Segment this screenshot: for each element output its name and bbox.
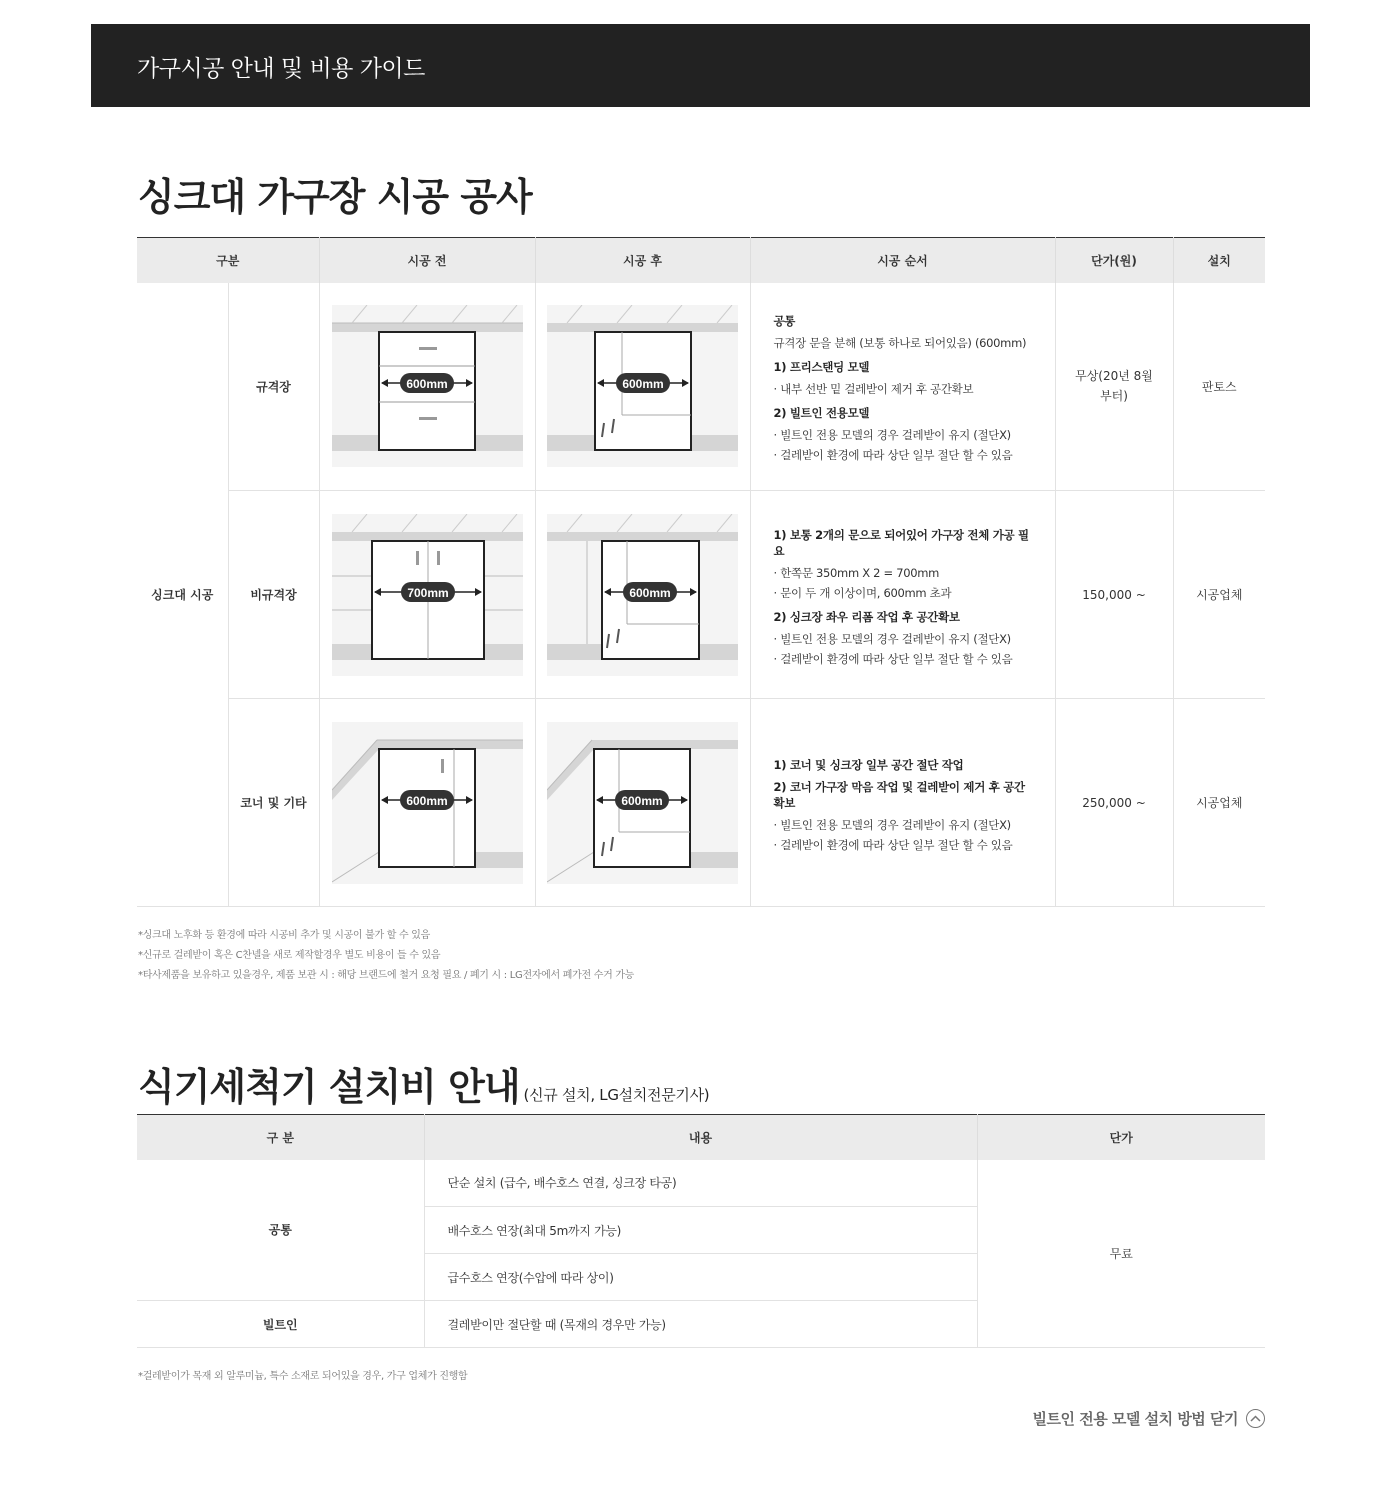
- price-cell: 무료: [977, 1160, 1265, 1348]
- procedure-heading: 2) 싱크장 좌우 리폼 작업 후 공간확보: [773, 609, 960, 624]
- note-line: *신규로 걸레받이 혹은 C찬넬을 새로 제작할경우 별도 비용이 들 수 있음: [138, 950, 441, 961]
- procedure-line: 규격장 문을 분해 (보통 하나로 되어있음) (600mm): [773, 336, 1027, 351]
- after-dimension-label: 600mm: [622, 377, 664, 392]
- sink-table: [137, 237, 1265, 907]
- procedure-cell: [750, 491, 1055, 699]
- chevron-up-circle-icon: [1246, 1409, 1265, 1428]
- after-image-cell: [535, 699, 750, 907]
- procedure-line: · 문이 두 개 이상이며, 600mm 초과: [773, 585, 952, 600]
- close-builtin-guide-link[interactable]: [1033, 1408, 1265, 1429]
- header-installer: 설치: [1173, 238, 1265, 283]
- installer-cell: 시공업체: [1173, 491, 1265, 699]
- dishwasher-note: *걸레받이가 목재 외 알루미늄, 특수 소재로 되어있을 경우, 가구 업체가 진행함: [138, 1371, 468, 1382]
- header-content: 내용: [424, 1115, 977, 1160]
- installer-cell: 판토스: [1173, 283, 1265, 491]
- category-cell: 빌트인: [137, 1301, 424, 1348]
- before-illustration: [332, 722, 523, 884]
- content-cell: 배수호스 연장(최대 5m까지 가능): [424, 1207, 977, 1254]
- category-cell: 공통: [137, 1160, 424, 1301]
- note-line: *타사제품을 보유하고 있을경우, 제품 보관 시 : 해당 브랜드에 철거 요청 필요 / 폐기 시 : LG전자에서 폐가전 수거 가능: [138, 970, 635, 981]
- category-cell: 싱크대 시공: [137, 283, 228, 907]
- table-row: [137, 491, 1265, 699]
- header-price: 단가(원): [1055, 238, 1173, 283]
- header-after: 시공 후: [535, 238, 750, 283]
- table-row: [137, 283, 1265, 491]
- procedure-line: · 걸레받이 환경에 따라 상단 일부 절단 할 수 있음: [773, 837, 1013, 852]
- before-dimension-label: 600mm: [405, 793, 448, 808]
- close-link-label: 빌트인 전용 모델 설치 방법 닫기: [1032, 1410, 1238, 1428]
- table-row: [137, 1160, 1265, 1207]
- after-illustration: [547, 722, 738, 884]
- procedure-line: · 걸레받이 환경에 따라 상단 일부 절단 할 수 있음: [773, 651, 1013, 666]
- table-row: [137, 699, 1265, 907]
- after-illustration: [547, 514, 738, 676]
- sink-section-title: 싱크대 가구장 시공 공사: [138, 175, 532, 219]
- before-image-cell: [319, 283, 535, 491]
- before-illustration: [332, 305, 523, 467]
- procedure-line: · 빌트인 전용 모델의 경우 걸레받이 유지 (절단X): [773, 817, 1011, 832]
- before-dimension-label: 600mm: [405, 377, 448, 392]
- subcategory-cell: 비규격장: [228, 491, 319, 699]
- procedure-line: · 내부 선반 밑 걸레받이 제거 후 공간확보: [773, 382, 974, 397]
- content-cell: 단순 설치 (급수, 배수호스 연결, 싱크장 타공): [424, 1160, 977, 1207]
- header-price: 단가: [977, 1115, 1265, 1160]
- procedure-heading: 2) 빌트인 전용모델: [773, 406, 870, 421]
- after-dimension-label: 600mm: [621, 793, 663, 808]
- after-image-cell: [535, 283, 750, 491]
- after-image-cell: [535, 491, 750, 699]
- note-line: *싱크대 노후화 등 환경에 따라 시공비 추가 및 시공이 불가 할 수 있음: [138, 930, 430, 941]
- after-dimension-label: 600mm: [629, 585, 671, 600]
- procedure-heading: 공통: [773, 314, 796, 329]
- before-image-cell: [319, 699, 535, 907]
- header-before: 시공 전: [319, 238, 535, 283]
- procedure-heading: 1) 보통 2개의 문으로 되어있어 가구장 전체 가공 필요: [773, 527, 1029, 558]
- dishwasher-table-header: [137, 1115, 1265, 1160]
- procedure-cell: [750, 283, 1055, 491]
- subcategory-cell: 코너 및 기타: [228, 699, 319, 907]
- procedure-heading: 2) 코너 가구장 막음 작업 및 걸레받이 제거 후 공간확보: [773, 779, 1025, 810]
- before-illustration: [332, 514, 523, 676]
- content-cell: 급수호스 연장(수압에 따라 상이): [424, 1254, 977, 1301]
- content-cell: 걸레받이만 절단할 때 (목재의 경우만 가능): [424, 1301, 977, 1348]
- price-cell: 무상(20년 8월부터): [1055, 283, 1173, 491]
- subcategory-cell: 규격장: [228, 283, 319, 491]
- header-category: 구 분: [137, 1115, 424, 1160]
- before-image-cell: [319, 491, 535, 699]
- banner-title: 가구시공 안내 및 비용 가이드: [137, 56, 425, 82]
- page-banner: [91, 24, 1310, 107]
- dishwasher-section-title: [138, 1056, 709, 1111]
- sink-table-header: [137, 238, 1265, 283]
- procedure-cell: [750, 699, 1055, 907]
- procedure-line: · 빌트인 전용 모델의 경우 걸레받이 유지 (절단X): [773, 631, 1011, 646]
- procedure-line: · 한쪽문 350mm X 2 = 700mm: [773, 565, 940, 580]
- procedure-heading: 1) 프리스탠딩 모델: [773, 360, 870, 375]
- procedure-line: · 빌트인 전용 모델의 경우 걸레받이 유지 (절단X): [773, 428, 1011, 443]
- procedure-heading: 1) 코너 및 싱크장 일부 공간 절단 작업: [773, 757, 964, 772]
- dishwasher-table: [137, 1114, 1265, 1348]
- header-procedure: 시공 순서: [750, 238, 1055, 283]
- dishwasher-subtitle: (신규 설치, LG설치전문기사): [523, 1086, 710, 1104]
- before-dimension-label: 700mm: [406, 585, 449, 600]
- header-category: 구분: [137, 238, 319, 283]
- installer-cell: 시공업체: [1173, 699, 1265, 907]
- price-cell: 250,000 ~: [1055, 699, 1173, 907]
- sink-notes: [138, 926, 634, 986]
- dishwasher-title-text: 식기세척기 설치비 안내: [138, 1065, 520, 1109]
- price-cell: 150,000 ~: [1055, 491, 1173, 699]
- procedure-line: · 걸레받이 환경에 따라 상단 일부 절단 할 수 있음: [773, 448, 1013, 463]
- after-illustration: [547, 305, 738, 467]
